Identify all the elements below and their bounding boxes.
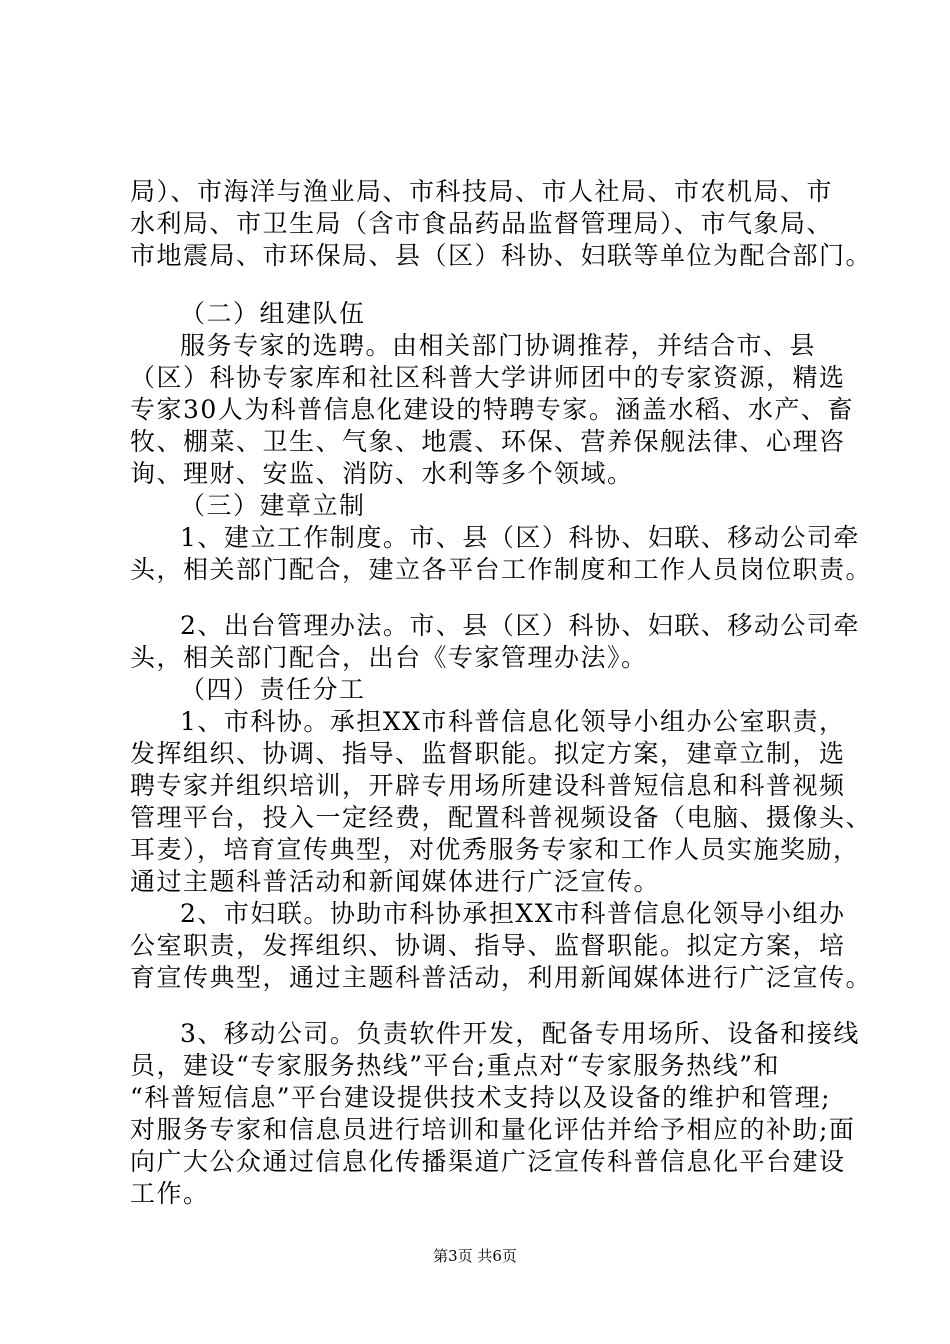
text-line: 管理平台，投入一定经费，配置科普视频设备（电脑、摄像头、	[130, 803, 873, 832]
text-line: 市地震局、市环保局、县（区）科协、妇联等单位为配合部门。	[130, 241, 873, 270]
text-line: 发挥组织、协调、指导、监督职能。拟定方案，建章立制，选	[130, 739, 846, 768]
text-line: 工作。	[130, 1179, 210, 1208]
text-line: 2、市妇联。协助市科协承担XX市科普信息化领导小组办	[180, 899, 846, 928]
text-line: 耳麦），培育宣传典型，对优秀服务专家和工作人员实施奖励，	[130, 835, 860, 864]
section-heading: （四）责任分工	[180, 675, 366, 704]
text-line: 局）、市海洋与渔业局、市科技局、市人社局、市农机局、市	[130, 177, 834, 206]
text-line: 对服务专家和信息员进行培训和量化评估并给予相应的补助;面	[130, 1115, 856, 1144]
text-line: 育宣传典型，通过主题科普活动，利用新闻媒体进行广泛宣传。	[130, 963, 873, 992]
text-line: 服务专家的选聘。由相关部门协调推荐，并结合市、县	[180, 331, 817, 360]
text-line: 聘专家并组织培训，开辟专用场所建设科普短信息和科普视频	[130, 771, 846, 800]
text-line: 头，相关部门配合，出台《专家管理办法》。	[130, 643, 648, 672]
text-line: 1、市科协。承担XX市科普信息化领导小组办公室职责，	[180, 707, 846, 736]
text-line: 水利局、市卫生局（含市食品药品监督管理局）、市气象局、	[130, 209, 834, 238]
text-line: 3、移动公司。负责软件开发，配备专用场所、设备和接线	[180, 1019, 860, 1048]
section-heading: （二）组建队伍	[180, 299, 366, 328]
text-line: 2、出台管理办法。市、县（区）科协、妇联、移动公司牵	[180, 611, 860, 640]
text-line: 员，建设“专家服务热线”平台;重点对“专家服务热线”和	[130, 1051, 781, 1080]
text-line: 询、理财、安监、消防、水利等多个领域。	[130, 459, 634, 488]
section-heading: （三）建章立制	[180, 491, 366, 520]
text-line: 通过主题科普活动和新闻媒体进行广泛宣传。	[130, 867, 661, 896]
text-line: （区）科协专家库和社区科普大学讲师团中的专家资源，精选	[130, 363, 846, 392]
text-line: “科普短信息”平台建设提供技术支持以及设备的维护和管理;	[130, 1083, 831, 1112]
text-line: 头，相关部门配合，建立各平台工作制度和工作人员岗位职责。	[130, 555, 873, 584]
page-footer: 第3页 共6页	[433, 1247, 517, 1265]
text-line: 专家30人为科普信息化建设的特聘专家。涵盖水稻、水产、畜	[130, 395, 854, 424]
text-line: 向广大公众通过信息化传播渠道广泛宣传科普信息化平台建设	[130, 1147, 846, 1176]
text-line: 牧、棚菜、卫生、气象、地震、环保、营养保舰法律、心理咨	[130, 427, 846, 456]
text-line: 公室职责，发挥组织、协调、指导、监督职能。拟定方案，培	[130, 931, 846, 960]
text-line: 1、建立工作制度。市、县（区）科协、妇联、移动公司牵	[180, 523, 860, 552]
